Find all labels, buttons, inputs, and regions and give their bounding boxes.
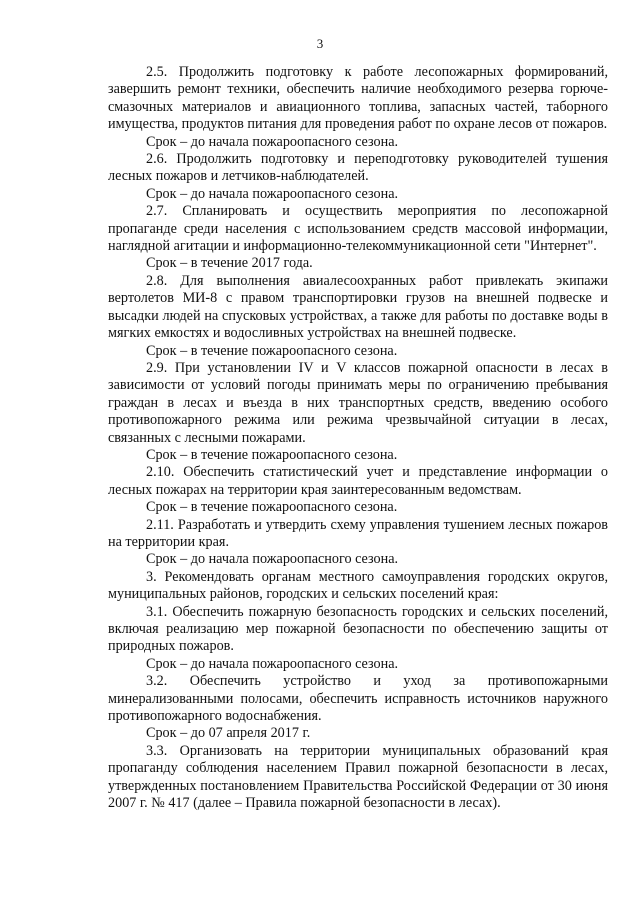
deadline-2-8: Срок – в течение пожароопасного сезона. bbox=[146, 342, 398, 359]
paragraph-3-2: 3.2. Обеспечить устройство и уход за противопожарными минерализованными полосами, обеспечить исправность источников наружного противопожарного водоснабжения. bbox=[108, 673, 608, 725]
deadline-2-7: Срок – в течение 2017 года. bbox=[146, 255, 313, 272]
paragraph-2-7: 2.7. Спланировать и осуществить мероприятия по лесопожарной пропаганде среди населения с использованием средств массовой информации, наглядной агитации и информационно-телекоммуникационной сети "Интернет". bbox=[108, 203, 608, 255]
paragraph-3-3: 3.3. Организовать на территории муниципальных образований края пропаганду соблюдения населением Правил пожарной безопасности в лесах, утвержденных постановлением Правительства Российской Федерации от 30 июня 2007 г. № 417 (далее – Правила пожарной безопасности в лесах). bbox=[108, 742, 608, 812]
paragraph-3: 3. Рекомендовать органам местного самоуправления городских округов, муниципальных районов, городских и сельских поселений края: bbox=[108, 568, 608, 603]
deadline-2-5: Срок – до начала пожароопасного сезона. bbox=[146, 133, 399, 150]
document-body bbox=[108, 64, 608, 812]
paragraph-2-5: 2.5. Продолжить подготовку к работе лесопожарных формирований, завершить ремонт техники, обеспечить наличие необходимого резерва горюче-смазочных материалов и авиационного топлива, запасных частей, таборного имущества, продуктов питания для проведения работ по охране лесов от пожаров. bbox=[108, 64, 608, 133]
paragraph-2-11: 2.11. Разработать и утвердить схему управления тушением лесных пожаров на территории края. bbox=[108, 516, 608, 550]
paragraph-2-10: 2.10. Обеспечить статистический учет и представление информации о лесных пожарах на территории края заинтересованным ведомствам. bbox=[108, 464, 608, 498]
deadline-3-1: Срок – до начала пожароопасного сезона. bbox=[146, 655, 399, 672]
deadline-2-10: Срок – в течение пожароопасного сезона. bbox=[146, 499, 398, 516]
deadline-2-11: Срок – до начала пожароопасного сезона. bbox=[146, 551, 399, 568]
deadline-3-2: Срок – до 07 апреля 2017 г. bbox=[146, 725, 311, 742]
paragraph-2-8: 2.8. Для выполнения авиалесоохранных работ привлекать экипажи вертолетов МИ-8 с правом транспортировки грузов на внешней подвеске и высадки людей на спусковых устройствах, а также для работы по доставке воды в мягких емкостях и водосливных устройствах на внешней подвеске. bbox=[108, 272, 608, 342]
deadline-2-9: Срок – в течение пожароопасного сезона. bbox=[146, 446, 398, 463]
paragraph-2-6: 2.6. Продолжить подготовку и переподготовку руководителей тушения лесных пожаров и летчиков-наблюдателей. bbox=[108, 151, 608, 185]
paragraph-2-9: 2.9. При установлении IV и V классов пожарной опасности в лесах в зависимости от условий погоды принимать меры по ограничению пребывания граждан в лесах и въезда в них транспортных средств, введению особого противопожарного режима или режима чрезвычайной ситуации в лесах, связанных с лесными пожарами. bbox=[108, 359, 608, 446]
page-number: 3 bbox=[316, 36, 324, 51]
deadline-2-6: Срок – до начала пожароопасного сезона. bbox=[146, 185, 399, 202]
paragraph-3-1: 3.1. Обеспечить пожарную безопасность городских и сельских поселений, включая реализацию мер пожарной безопасности по обеспечению защиты от природных пожаров. bbox=[108, 603, 608, 655]
